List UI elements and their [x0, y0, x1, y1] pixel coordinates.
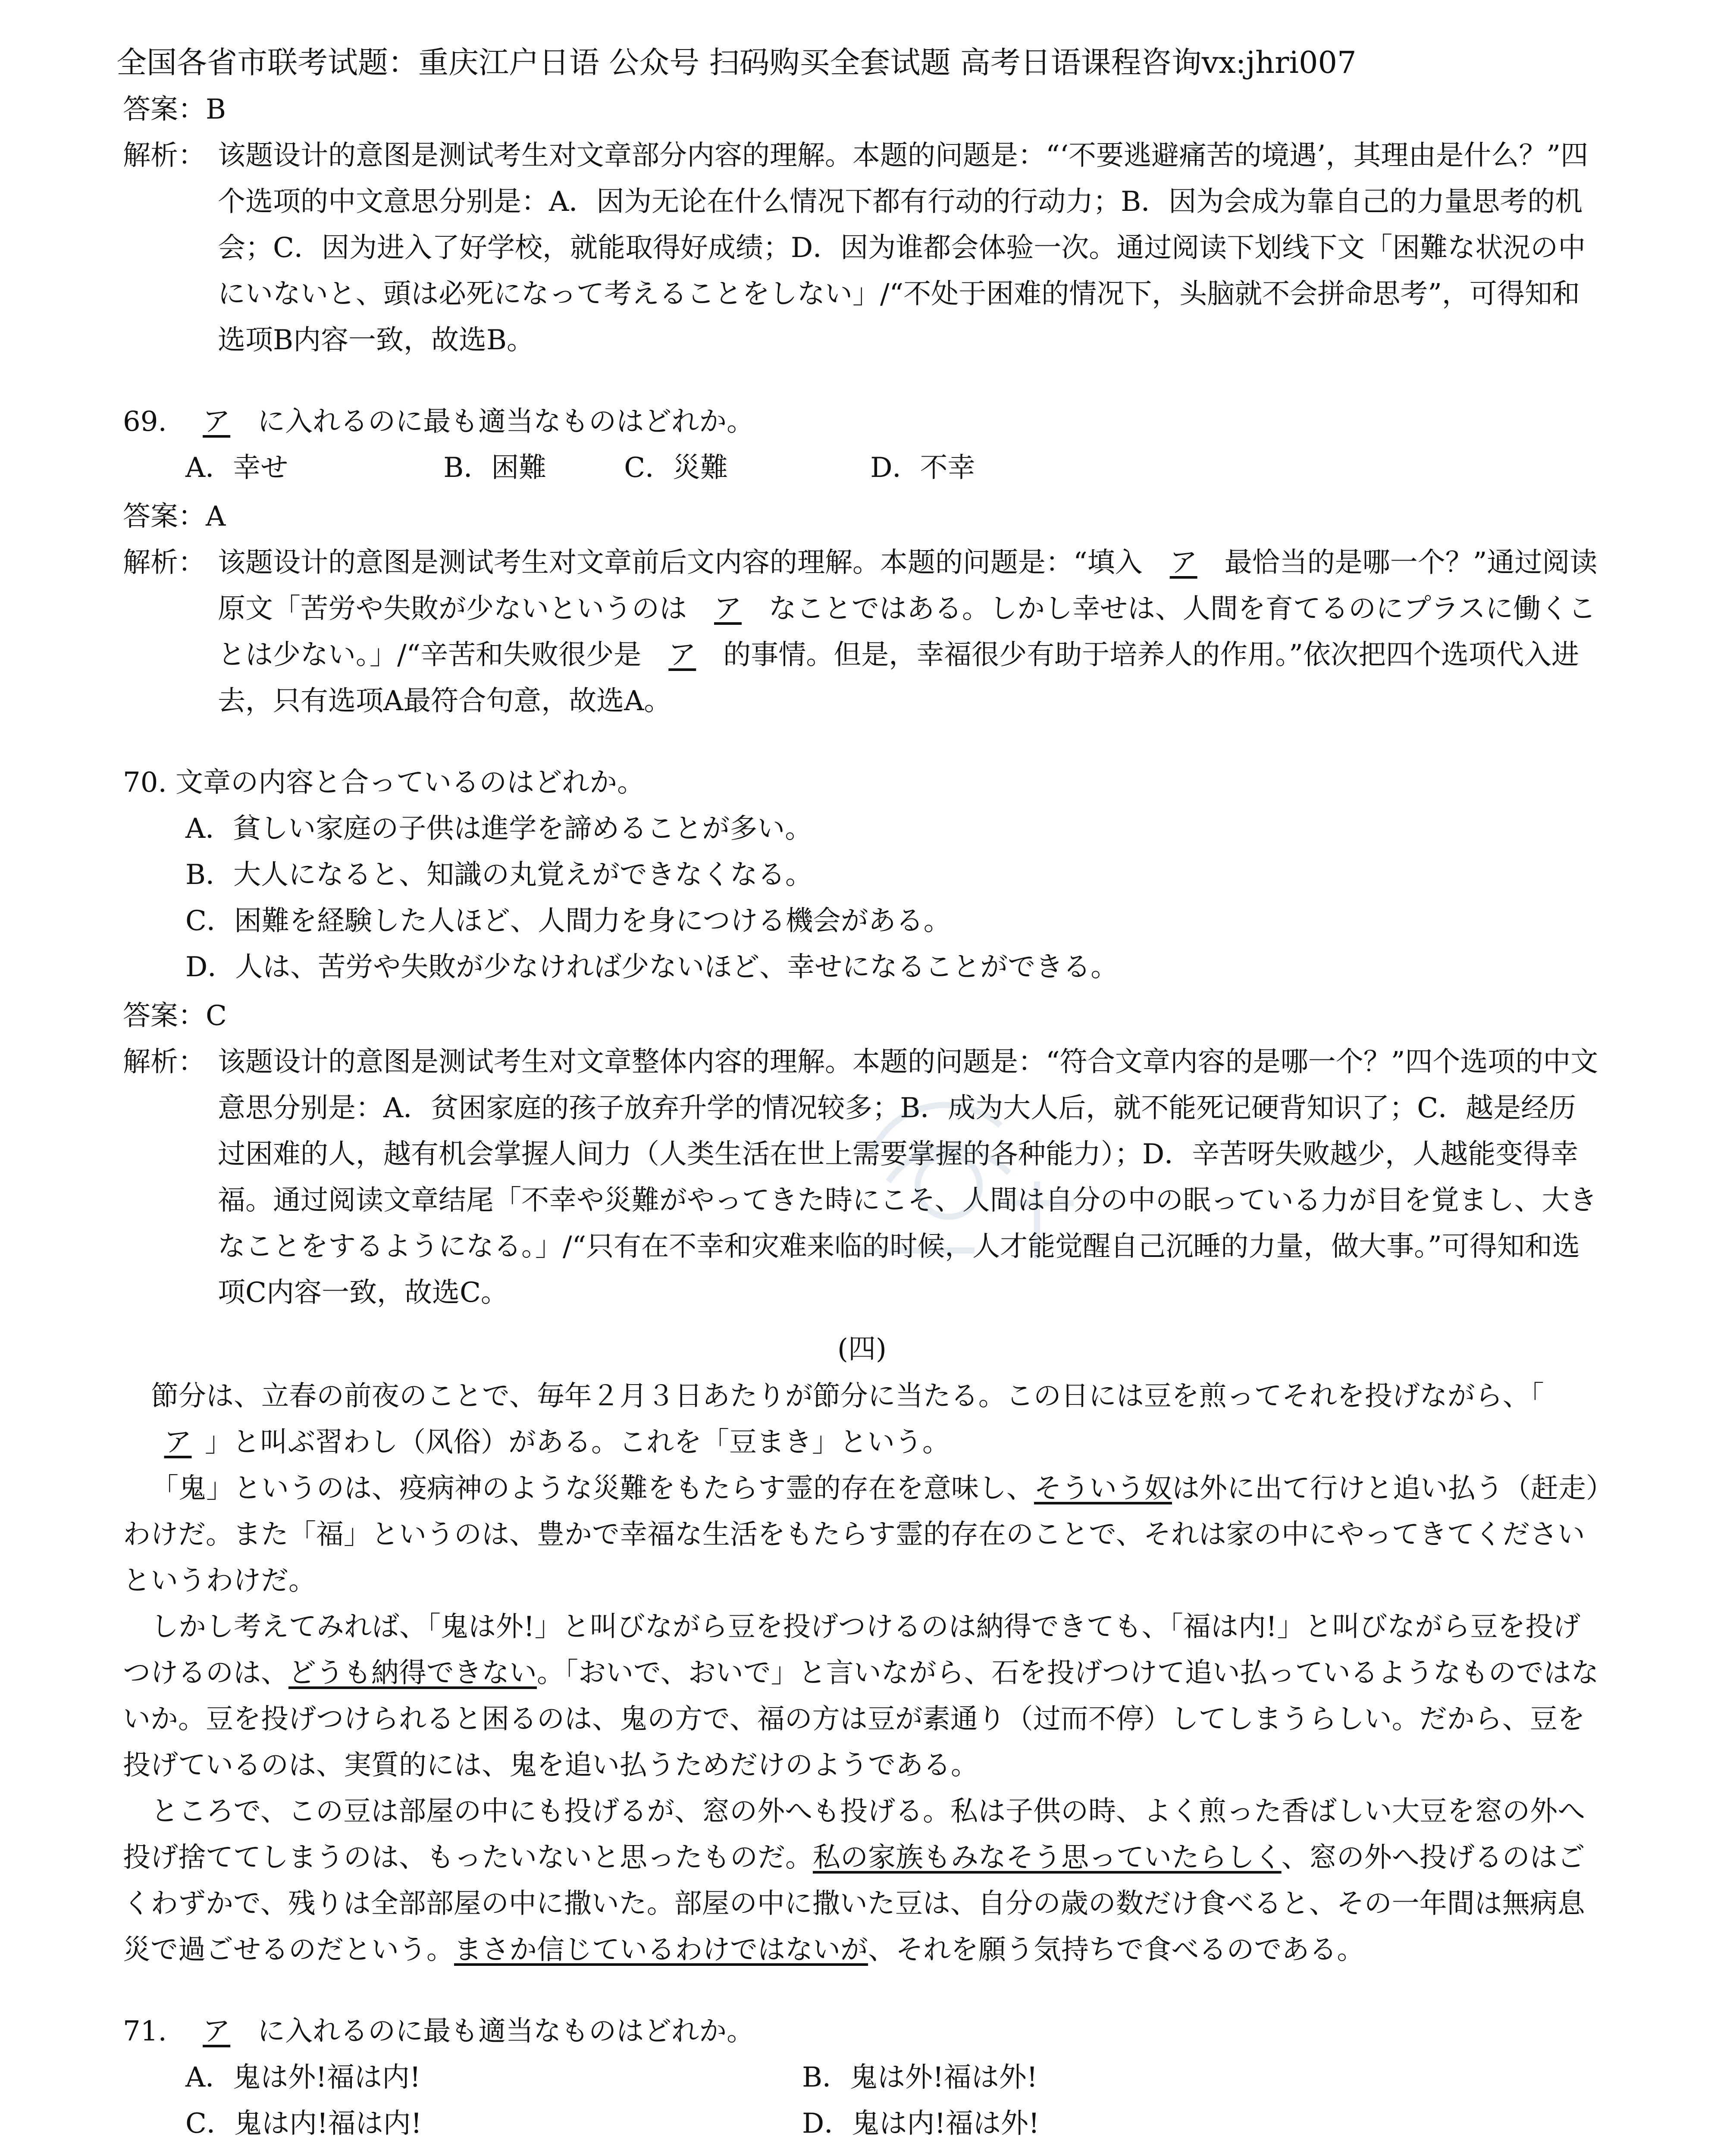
- q69-analysis-part3: なことではある。しかし幸せは、人間を育てるのにプラスに働くことは少ない。」/“辛苦和失败很少是: [218, 593, 1596, 671]
- paragraph-text: 「鬼」というのは、疫病神のような災難をもたらす霊的存在を意味し、: [151, 1473, 1034, 1504]
- paragraph-text: は外に出て行けと追い払う（赶走）わけだ。また「福」というのは、豊かで幸福な生活をもたらす霊的存在のことで、それは家の中にやってきてくださいというわけだ。: [123, 1473, 1600, 1597]
- q70-option-a: A．貧しい家庭の子供は進学を諦めることが多い。: [185, 813, 813, 845]
- blank-a: ア: [203, 406, 231, 438]
- q68-analysis-text: 该题设计的意图是测试考生对文章部分内容的理解。本题的问题是：“‘不要逃避痛苦的境遇’，其理由是什么？”四个选项的中文意思分别是：A．因为无论在什么情况下都有行动的行动力；B．因为会成为靠自己的力量思考的机会；C．因为进入了好学校，就能取得好成绩；D．因为谁都会体验一次。通过阅读下划线下文「困難な状況の中にいないと、頭は必死になって考えることをしない」/“不处于困难的情况下，头脑就不会拼命思考”，可得知和选项B内容一致，故选B。: [218, 140, 1589, 356]
- q69-analysis-part4: 的事情。但是，幸福很少有助于培养人的作用。”依次把四个选项代入进去，只有选项A最符合句意，故选A。: [218, 639, 1579, 717]
- q68-analysis: [123, 133, 1601, 364]
- paragraph-text: 。「おいで、おいで」と言いながら、石を投げつけて追い払っているようなものではないか。豆を投げつけられると困るのは、鬼の方で、福の方は豆が素通り（过而不停）してしまうらしい。だから、豆を投げているのは、実質的には、鬼を追い払うためだけのようである。: [123, 1657, 1599, 1781]
- paragraph-text: ところで、この豆は部屋の中にも投げるが、窓の外へも投げる。私は子供の時、よく煎った香ばしい大豆を窓の外へ投げ捨ててしまうのは、もったいないと思ったものだ。: [123, 1796, 1586, 1874]
- q69-answer: 答案：A: [123, 501, 226, 533]
- q70-option-d: D．人は、苦労や失敗が少なければ少ないほど、幸せになることができる。: [185, 951, 1119, 983]
- q69-options: [123, 445, 1601, 491]
- q71-option-b: B．鬼は外!福は外!: [802, 2062, 1038, 2093]
- passage-paragraph-3: [123, 1604, 1601, 1789]
- q70-title: [123, 760, 1601, 806]
- blank-a: ア: [1169, 547, 1197, 579]
- q69-option-c: C．災難: [624, 452, 728, 484]
- q70-analysis-text: 该题设计的意图是测试考生对文章整体内容的理解。本题的问题是：“符合文章内容的是哪一个？”四个选项的中文意思分别是：A．贫困家庭的孩子放弃升学的情况较多；B．成为大人后，就不能死记硬背知识了；C．越是经历过困难的人，越有机会掌握人间力（人类生活在世上需要掌握的各种能力）；D．辛苦呀失败越少，人越能变得幸福。通过阅读文章结尾「不幸や災難がやってきた時にこそ、人間は自分の中の眠っている力が目を覚まし、大きなことをするようになる。」/“只有在不幸和灾难来临的时候，人才能觉醒自己沉睡的力量，做大事。”可得知和选项C内容一致，故选C。: [218, 1046, 1598, 1309]
- underlined-phrase: まさか信じているわけではないが: [454, 1934, 868, 1966]
- q70-option-c: C．困難を経験した人ほど、人間力を身につける機会がある。: [185, 905, 951, 937]
- page-header: 全国各省市联考试题：重庆江户日语 公众号 扫码购买全套试题 高考日语课程咨询vx:jhri007: [116, 45, 1357, 80]
- analysis-label: 解析：: [123, 547, 206, 579]
- q69-analysis-part1: 该题设计的意图是测试考生对文章前后文内容的理解。本题的问题是：“填入: [218, 547, 1143, 579]
- q69-option-a: A．幸せ: [185, 452, 288, 484]
- underlined-phrase: 私の家族もみなそう思っていたらしく: [813, 1842, 1282, 1874]
- q70-answer: 答案：C: [123, 1000, 227, 1032]
- passage-paragraph-4: [123, 1789, 1601, 1973]
- question-number: 69.: [123, 406, 167, 438]
- q71-options-row-1: [123, 2055, 1601, 2101]
- paragraph-text: 、それを願う気持ちで食べるのである。: [868, 1934, 1365, 1966]
- underlined-phrase: どうも納得できない: [288, 1657, 537, 1689]
- q71-option-c: C．鬼は内!福は内!: [185, 2108, 422, 2140]
- question-stem: 文章の内容と合っているのはどれか。: [175, 767, 645, 799]
- passage-paragraph-1: [123, 1373, 1601, 1466]
- blank-a: ア: [203, 2015, 231, 2047]
- underlined-phrase: そういう奴: [1034, 1473, 1172, 1504]
- question-number: 71.: [123, 2015, 167, 2047]
- q70-analysis: [123, 1039, 1601, 1316]
- blank-a: ア: [668, 639, 696, 671]
- question-stem: に入れるのに最も適当なものはどれか。: [257, 2015, 755, 2047]
- q71-option-a: A．鬼は外!福は内!: [185, 2062, 421, 2093]
- question-number: 70.: [123, 767, 167, 799]
- paragraph-text: しかし考えてみれば、「鬼は外!」と叫びながら豆を投げつけるのは納得できても、「福は内!」と叫びながら豆を投げつけるのは、: [123, 1611, 1581, 1689]
- section-title: (四): [837, 1333, 887, 1365]
- q69-title: [123, 399, 1601, 445]
- q69-analysis-part2: 最恰当的是哪一个？”通过阅读原文「苦労や失敗が少ないというのは: [218, 547, 1598, 625]
- q70-option-b: B．大人になると、知識の丸覚えができなくなる。: [185, 859, 813, 891]
- paragraph-text: 」と叫ぶ習わし（风俗）がある。これを「豆まき」という。: [205, 1426, 950, 1458]
- blank-a: ア: [164, 1426, 192, 1458]
- paragraph-text: 節分は、立春の前夜のことで、毎年２月３日あたりが節分に当たる。この日には豆を煎ってそれを投げながら、「: [151, 1380, 1544, 1412]
- analysis-label: 解析：: [123, 140, 206, 172]
- passage-paragraph-2: [123, 1466, 1601, 1604]
- q71-title: [123, 2009, 1601, 2055]
- q68-answer: 答案：B: [123, 94, 226, 125]
- q71-option-d: D．鬼は内!福は外!: [802, 2108, 1040, 2140]
- analysis-label: 解析：: [123, 1046, 206, 1078]
- q69-option-d: D．不幸: [870, 452, 975, 484]
- q69-analysis: [123, 540, 1601, 724]
- paragraph-text: 、窓の外へ投げるのはごくわずかで、残りは全部部屋の中に撒いた。部屋の中に撒いた豆は、自分の歳の数だけ食べると、その一年間は無病息災で過ごせるのだという。: [123, 1842, 1585, 1966]
- q71-options-row-2: [123, 2101, 1601, 2147]
- q69-option-b: B．困難: [443, 452, 547, 484]
- blank-a: ア: [714, 593, 742, 625]
- question-stem: に入れるのに最も適当なものはどれか。: [257, 406, 755, 438]
